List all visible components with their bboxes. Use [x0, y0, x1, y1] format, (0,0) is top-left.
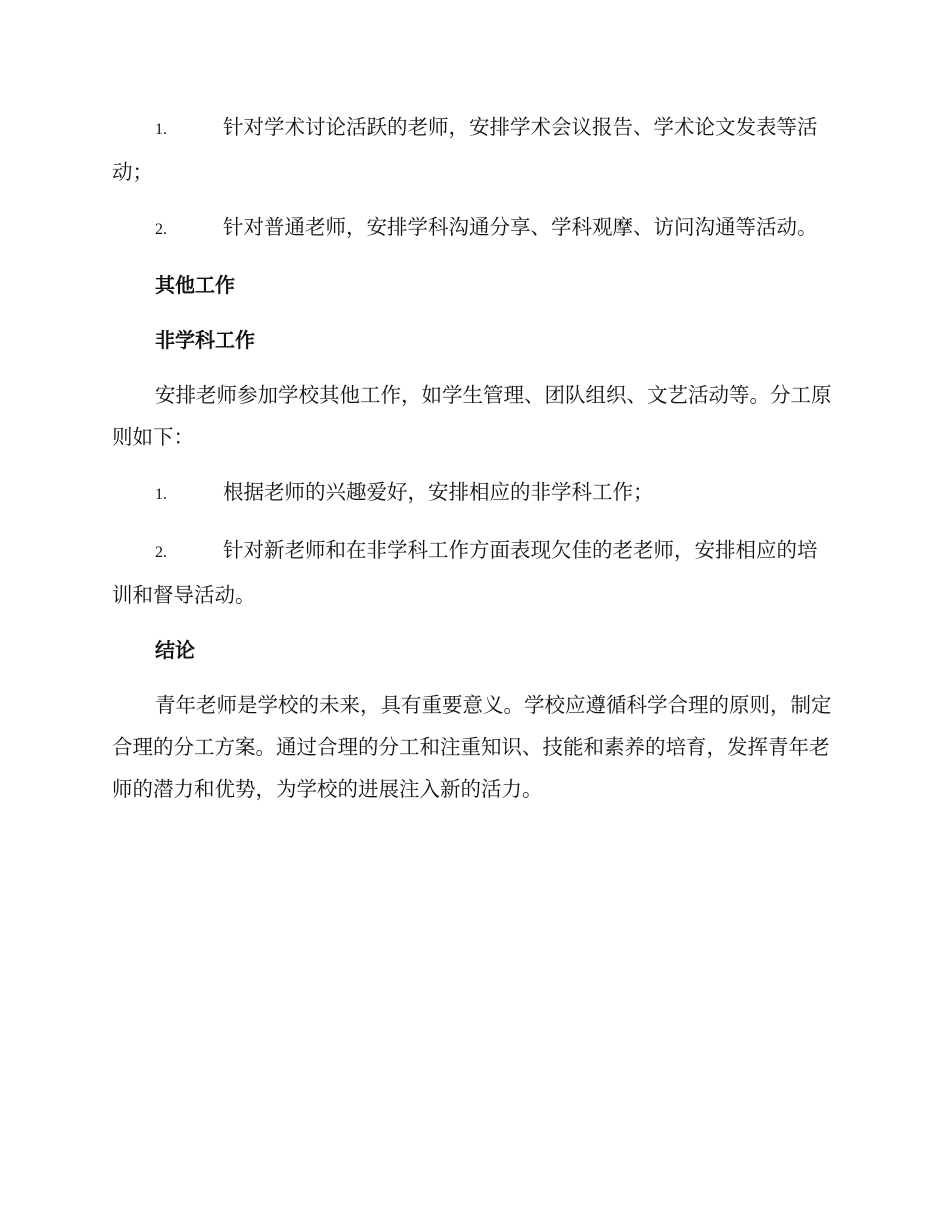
list-text: 针对学术讨论活跃的老师，安排学术会议报告、学术论文发表等活动； — [112, 115, 818, 184]
section-heading-conclusion: 结论 — [155, 638, 195, 662]
paragraph-conclusion: 青年老师是学校的未来，具有重要意义。学校应遵循科学合理的原则，制定合理的分工方案。通过合理的分工和注重知识、技能和素养的培育，发挥青年老师的潜力和优势，为学校的进展注入新的活力。 — [112, 693, 832, 801]
list-number: 2. — [155, 221, 167, 238]
list-number: 1. — [155, 486, 167, 503]
list-item — [112, 529, 834, 616]
list-number: 1. — [155, 121, 167, 138]
list-item — [112, 206, 834, 251]
list-text: 针对普通老师，安排学科沟通分享、学科观摩、访问沟通等活动。 — [223, 215, 818, 239]
section-heading-other-work: 其他工作 — [155, 273, 235, 297]
list-item — [112, 471, 834, 516]
list-text: 针对新老师和在非学科工作方面表现欠佳的老老师，安排相应的培训和督导活动。 — [112, 538, 818, 607]
list-text: 根据老师的兴趣爱好，安排相应的非学科工作； — [223, 480, 654, 504]
paragraph-non-subject: 安排老师参加学校其他工作，如学生管理、团队组织、文艺活动等。分工原则如下： — [112, 383, 832, 449]
document-body — [112, 106, 834, 823]
section-heading-non-subject-work: 非学科工作 — [155, 328, 255, 352]
list-item — [112, 106, 834, 193]
list-number: 2. — [155, 544, 167, 561]
